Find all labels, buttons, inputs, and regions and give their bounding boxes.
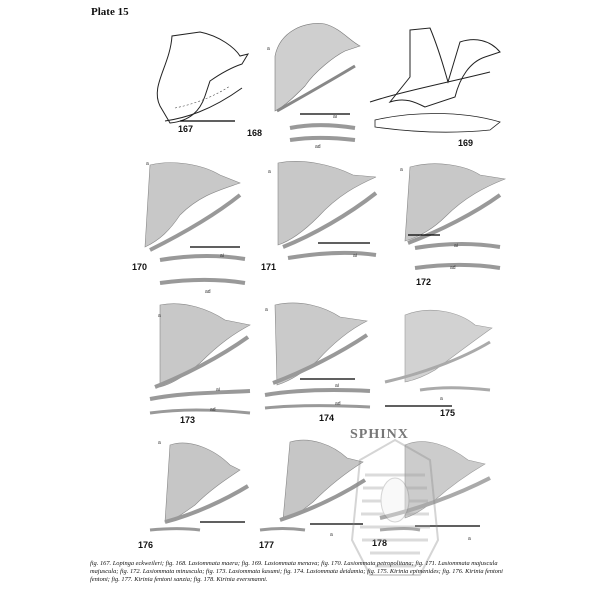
label-ai: ai [353,253,357,259]
label-ad: ad [205,289,211,295]
label-a: a [440,396,443,402]
figure-175 [380,300,505,425]
label-a: a [158,313,161,319]
figure-number: 177 [259,540,275,550]
genitalia-photo-172 [380,155,515,295]
label-ai: ai [335,383,339,389]
figure-number: 178 [372,538,388,548]
sphinx-watermark-icon [330,420,460,580]
figure-number: 175 [440,408,456,418]
figure-173 [140,295,260,430]
figure-number: 167 [178,124,194,134]
label-ad: ad [210,407,216,413]
figure-number: 169 [458,138,474,148]
figure-number: 176 [138,540,154,550]
plate-title: Plate 15 [91,6,129,18]
figure-169 [370,22,510,152]
genitalia-photo-175 [380,300,505,425]
genitalia-photo-171 [258,155,388,295]
label-ai: ai [216,387,220,393]
figure-174 [255,295,380,430]
label-a: a [268,169,271,175]
label-ai: ai [454,243,458,249]
figure-number: 170 [132,262,148,272]
label-a: a [330,532,333,538]
label-ad: ad [450,265,456,271]
figure-170 [120,155,255,300]
genitalia-drawing-169 [370,22,510,152]
figure-number: 173 [180,415,196,425]
label-a: a [146,161,149,167]
label-ad: ad [315,144,321,150]
label-a: a [400,167,403,173]
label-a: a [468,536,471,542]
figure-167 [130,26,250,141]
figure-176 [140,430,260,555]
label-ai: ai [220,253,224,259]
label-a: a [265,307,268,313]
label-a: a [158,440,161,446]
label-ai: ai [333,114,337,120]
genitalia-photo-174 [255,295,380,430]
figure-number: 168 [247,128,263,138]
genitalia-photo-170 [120,155,255,300]
figure-number: 171 [261,262,277,272]
watermark-text: SPHINX [350,427,409,442]
figure-168 [247,16,365,151]
figure-171 [258,155,388,295]
figure-172 [380,155,515,295]
genitalia-photo-168 [255,16,365,151]
label-ad: ad [335,401,341,407]
plate-caption: fig. 167. Lopinga eckweileri; fig. 168. Lasiommata maera; fig. 169. Lasiommata menava; fig. 170. Lasiommata petropolitana; fig. 171. Lasiommata majuscula majuscula; fig. 172. Lasiommata minuscula; fig. 173. Lasiommata kasumi; fig. 174. Lasiommata deidamia; fig. 175. Kirinia epimenides; fig. 176. Kirinia fentoni fentoni; fig. 177. Kirinia fentoni sanzia; fig. 178. Kirinia eversmanni. [90,560,503,584]
genitalia-photo-176 [140,430,260,555]
figure-number: 174 [319,413,335,423]
figure-number: 172 [416,277,432,287]
label-a: a [267,46,270,52]
